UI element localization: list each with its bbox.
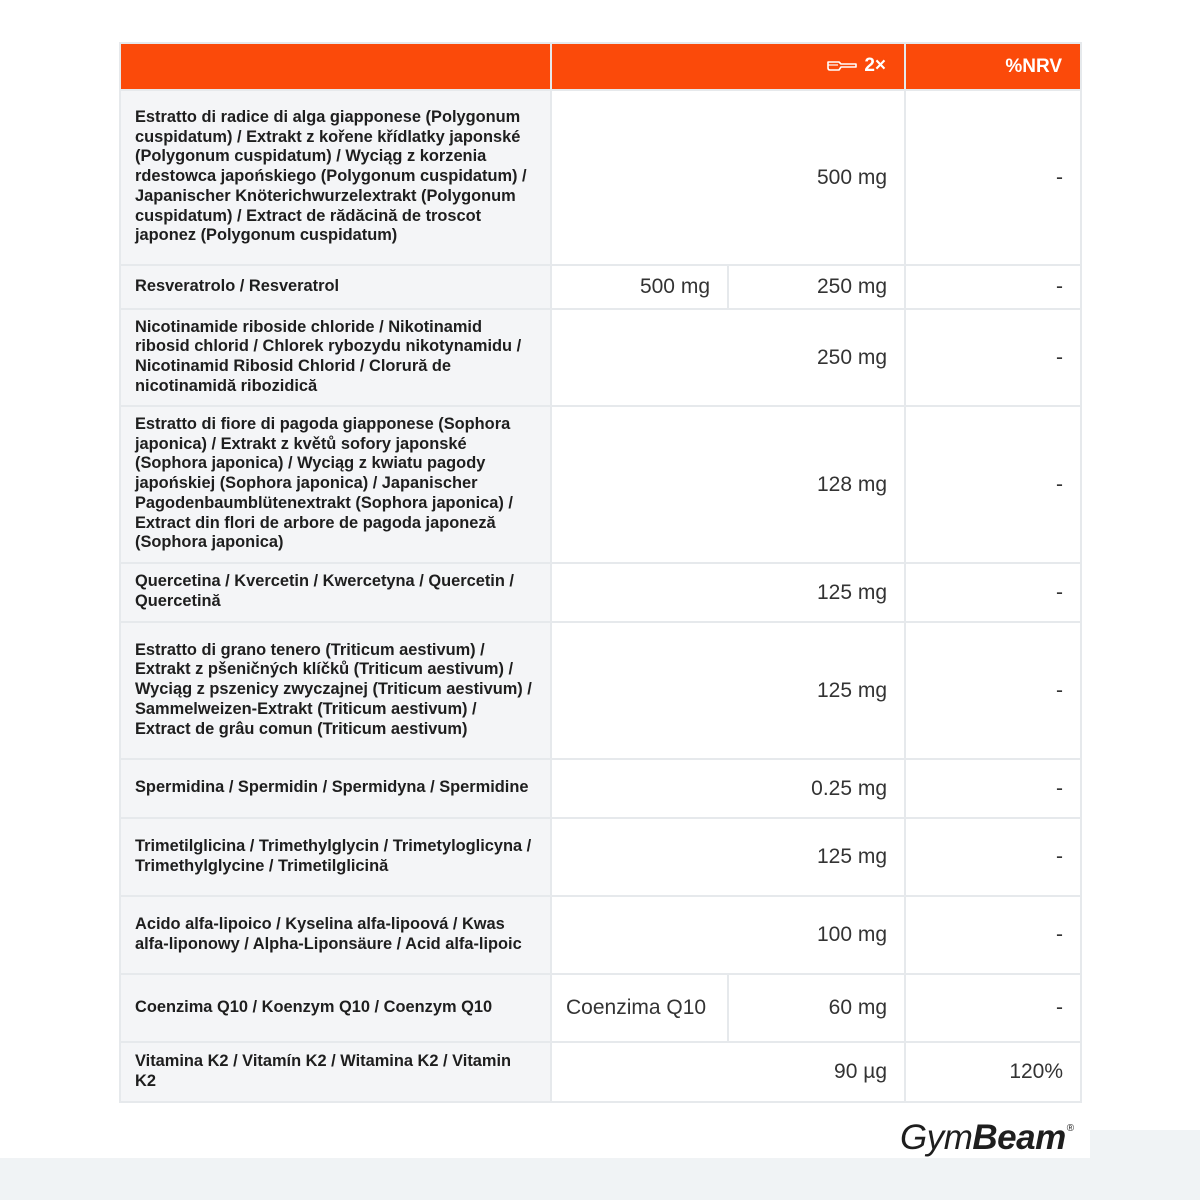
- nutrition-table: [119, 42, 1082, 1103]
- ingredient-nrv: -: [905, 406, 1081, 563]
- ingredient-dose: 125 mg: [551, 818, 905, 896]
- ingredient-nrv: 120%: [905, 1042, 1081, 1102]
- ingredient-dose: 125 mg: [551, 563, 905, 622]
- ingredient-name: Estratto di grano tenero (Triticum aestivum) / Extrakt z pšeničných klíčků (Triticum aestivum) / Wyciąg z pszenicy zwyczajnej (Triticum aestivum) / Sammelweizen-Extrakt (Triticum aestivum) / Extract de grâu comun (Triticum aestivum): [120, 622, 551, 759]
- ingredient-dose: 500 mg: [551, 90, 905, 265]
- table-header-row: [120, 43, 1081, 90]
- ingredient-extra-value: Coenzima Q10: [551, 974, 728, 1042]
- ingredient-nrv: -: [905, 90, 1081, 265]
- ingredient-name: Vitamina K2 / Vitamín K2 / Witamina K2 / Vitamin K2: [120, 1042, 551, 1102]
- ingredient-nrv: -: [905, 818, 1081, 896]
- ingredient-name: Resveratrolo / Resveratrol: [120, 265, 551, 309]
- footer-background-step: [1090, 1130, 1200, 1158]
- registered-mark: ®: [1066, 1123, 1074, 1134]
- header-dose-cell: [551, 43, 905, 90]
- table-row: [120, 622, 1081, 759]
- footer-background: [0, 1158, 1200, 1200]
- ingredient-nrv: -: [905, 563, 1081, 622]
- header-nrv-cell: %NRV: [905, 43, 1081, 90]
- ingredient-nrv: -: [905, 309, 1081, 406]
- ingredient-nrv: -: [905, 265, 1081, 309]
- ingredient-dose: 250 mg: [728, 265, 905, 309]
- brand-text-light: Gym: [900, 1118, 973, 1157]
- ingredient-name: Estratto di radice di alga giapponese (Polygonum cuspidatum) / Extrakt z kořene křídlatky japonské (Polygonum cuspidatum) / Wyciąg z korzenia rdestowca japońskiego (Polygonum cuspidatum) / Japanischer Knöterichwurzelextrakt (Polygonum cuspidatum) / Extract de rădăcină de troscot japonez (Polygonum cuspidatum): [120, 90, 551, 265]
- ingredient-dose: 90 µg: [551, 1042, 905, 1102]
- brand-text-bold: Beam: [972, 1118, 1066, 1157]
- ingredient-dose: 100 mg: [551, 896, 905, 974]
- ingredient-name: Estratto di fiore di pagoda giapponese (Sophora japonica) / Extrakt z květů sofory japonské (Sophora japonica) / Wyciąg z kwiatu pagody japońskiej (Sophora japonica) / Japanischer Pagodenbaumblütenextrakt (Sophora japonica) / Extract din flori de arbore de pagoda japoneză (Sophora japonica): [120, 406, 551, 563]
- ingredient-nrv: -: [905, 759, 1081, 818]
- ingredient-dose: 0.25 mg: [551, 759, 905, 818]
- scoop-icon: [826, 57, 858, 79]
- table-row: [120, 974, 1081, 1042]
- header-name-cell: [120, 43, 551, 90]
- ingredient-nrv: -: [905, 622, 1081, 759]
- ingredient-dose: 250 mg: [551, 309, 905, 406]
- ingredient-name: Nicotinamide riboside chloride / Nikotinamid ribosid chlorid / Chlorek rybozydu nikotynamidu / Nicotinamid Ribosid Chlorid / Clorură de nicotinamidă ribozidică: [120, 309, 551, 406]
- table-row: [120, 818, 1081, 896]
- ingredient-dose: 125 mg: [551, 622, 905, 759]
- table-row: [120, 309, 1081, 406]
- ingredient-name: Coenzima Q10 / Koenzym Q10 / Coenzym Q10: [120, 974, 551, 1042]
- ingredient-dose: 128 mg: [551, 406, 905, 563]
- table-row: [120, 406, 1081, 563]
- table-row: [120, 90, 1081, 265]
- table-row: [120, 563, 1081, 622]
- table-row: [120, 759, 1081, 818]
- ingredient-dose: 60 mg: [728, 974, 905, 1042]
- ingredient-name: Spermidina / Spermidin / Spermidyna / Spermidine: [120, 759, 551, 818]
- ingredient-name: Acido alfa-lipoico / Kyselina alfa-lipoová / Kwas alfa-liponowy / Alpha-Liponsäure / Acid alfa-lipoic: [120, 896, 551, 974]
- ingredient-extra-value: 500 mg: [551, 265, 728, 309]
- header-dose-label: 2×: [864, 54, 887, 76]
- table-row: [120, 1042, 1081, 1102]
- ingredient-name: Trimetilglicina / Trimethylglycin / Trimetyloglicyna / Trimethylglycine / Trimetilglicină: [120, 818, 551, 896]
- table-row: [120, 265, 1081, 309]
- ingredient-nrv: -: [905, 974, 1081, 1042]
- gymbeam-logo: [900, 1118, 1074, 1162]
- ingredient-name: Quercetina / Kvercetin / Kwercetyna / Quercetin / Quercetină: [120, 563, 551, 622]
- table-row: [120, 896, 1081, 974]
- ingredient-nrv: -: [905, 896, 1081, 974]
